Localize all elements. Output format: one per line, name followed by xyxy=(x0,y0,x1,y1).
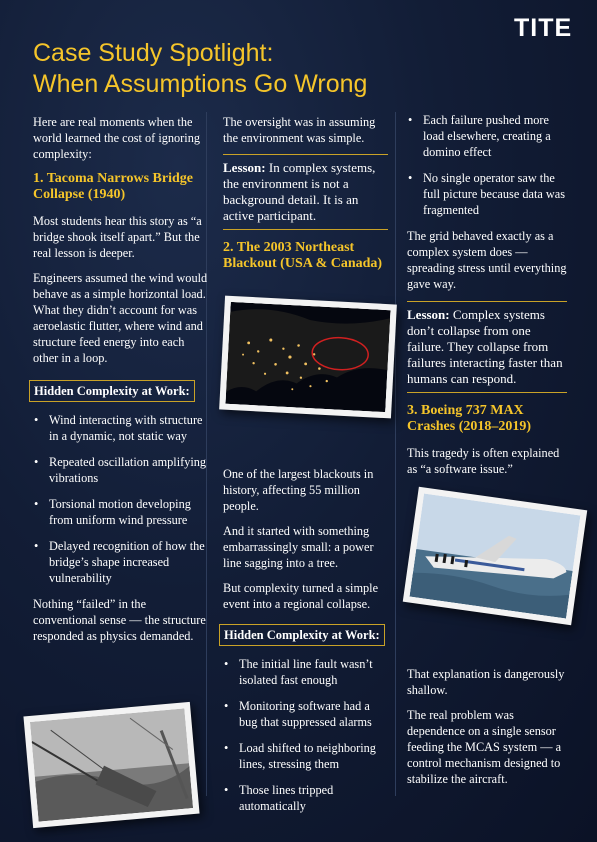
paragraph: One of the largest blackouts in history, affecting 55 million people. xyxy=(223,467,374,513)
brand-logo: TITE xyxy=(514,14,573,42)
paragraph: The oversight was in assuming the environment was simple. xyxy=(223,115,376,145)
list-item: • Load shifted to neighboring lines, stressing them xyxy=(223,740,388,772)
section-heading-tacoma: 1. Tacoma Narrows Bridge Collapse (1940) xyxy=(33,171,193,202)
list-item: • No single operator saw the full picture because data was fragmented xyxy=(407,170,567,218)
lesson-callout xyxy=(407,301,567,393)
intro-paragraph: Here are real moments when the world learned the cost of ignoring complexity: xyxy=(33,115,200,161)
list-item: • Delayed recognition of how the bridge’s shape increased vulnerability xyxy=(33,538,208,586)
page-title-line-1: Case Study Spotlight: xyxy=(33,39,274,67)
boeing-crash-photo xyxy=(403,487,587,626)
page-title-line-2: When Assumptions Go Wrong xyxy=(33,70,368,98)
column-2 xyxy=(223,114,388,824)
list-item: • Repeated oscillation amplifying vibrations xyxy=(33,454,208,486)
lesson-label: Lesson: xyxy=(223,160,266,175)
column-divider-2 xyxy=(395,112,396,796)
paragraph: The real problem was dependence on a single sensor feeding the MCAS system — a control mechanism designed to stabilize the aircraft. xyxy=(407,708,562,786)
lesson-text: In complex systems, the environment is not a background detail. It is an active participant. xyxy=(223,160,376,223)
paragraph: And it started with something embarrassingly small: a power line sagging into a tree. xyxy=(223,524,374,570)
lesson-label: Lesson: xyxy=(407,307,450,322)
column-3 xyxy=(407,112,567,796)
column-1 xyxy=(33,114,208,653)
lesson-text: Complex systems don’t collapse from one failure. They collapse from failures interacting faster than humans can respond. xyxy=(407,307,563,386)
paragraph: Most students hear this story as “a bridge shook itself apart.” But the real lesson is deeper. xyxy=(33,214,202,260)
list-item: • Those lines tripped automatically xyxy=(223,782,388,814)
page-title xyxy=(33,38,367,100)
hidden-complexity-label: Hidden Complexity at Work: xyxy=(219,624,385,646)
bullet-list xyxy=(223,656,388,814)
paragraph: Nothing “failed” in the conventional sense — the structure responded as physics demanded. xyxy=(33,597,206,643)
list-item: • Wind interacting with structure in a dynamic, not static way xyxy=(33,412,208,444)
list-item: • The initial line fault wasn’t isolated fast enough xyxy=(223,656,388,688)
list-item: • Each failure pushed more load elsewhere, creating a domino effect xyxy=(407,112,567,160)
paragraph: This tragedy is often explained as “a software issue.” xyxy=(407,446,560,476)
paragraph: Engineers assumed the wind would behave as a simple horizontal load. What they didn’t account for was aeroelastic flutter, where wind and structure feed energy into each other in a loop. xyxy=(33,271,208,365)
hidden-complexity-label: Hidden Complexity at Work: xyxy=(29,380,195,402)
list-item: • Monitoring software had a bug that suppressed alarms xyxy=(223,698,388,730)
list-item: • Torsional motion developing from uniform wind pressure xyxy=(33,496,208,528)
section-heading-boeing: 3. Boeing 737 MAX Crashes (2018–2019) xyxy=(407,403,532,434)
paragraph: But complexity turned a simple event into a regional collapse. xyxy=(223,581,379,611)
paragraph: The grid behaved exactly as a complex system does — spreading stress until everything gave way. xyxy=(407,229,567,291)
blackout-satellite-photo xyxy=(219,296,397,419)
paragraph: That explanation is dangerously shallow. xyxy=(407,667,565,697)
section-heading-blackout: 2. The 2003 Northeast Blackout (USA & Canada) xyxy=(223,240,383,271)
lesson-callout xyxy=(223,154,388,230)
bullet-list xyxy=(407,112,567,218)
bullet-list xyxy=(33,412,208,586)
tacoma-bridge-photo xyxy=(23,702,199,828)
